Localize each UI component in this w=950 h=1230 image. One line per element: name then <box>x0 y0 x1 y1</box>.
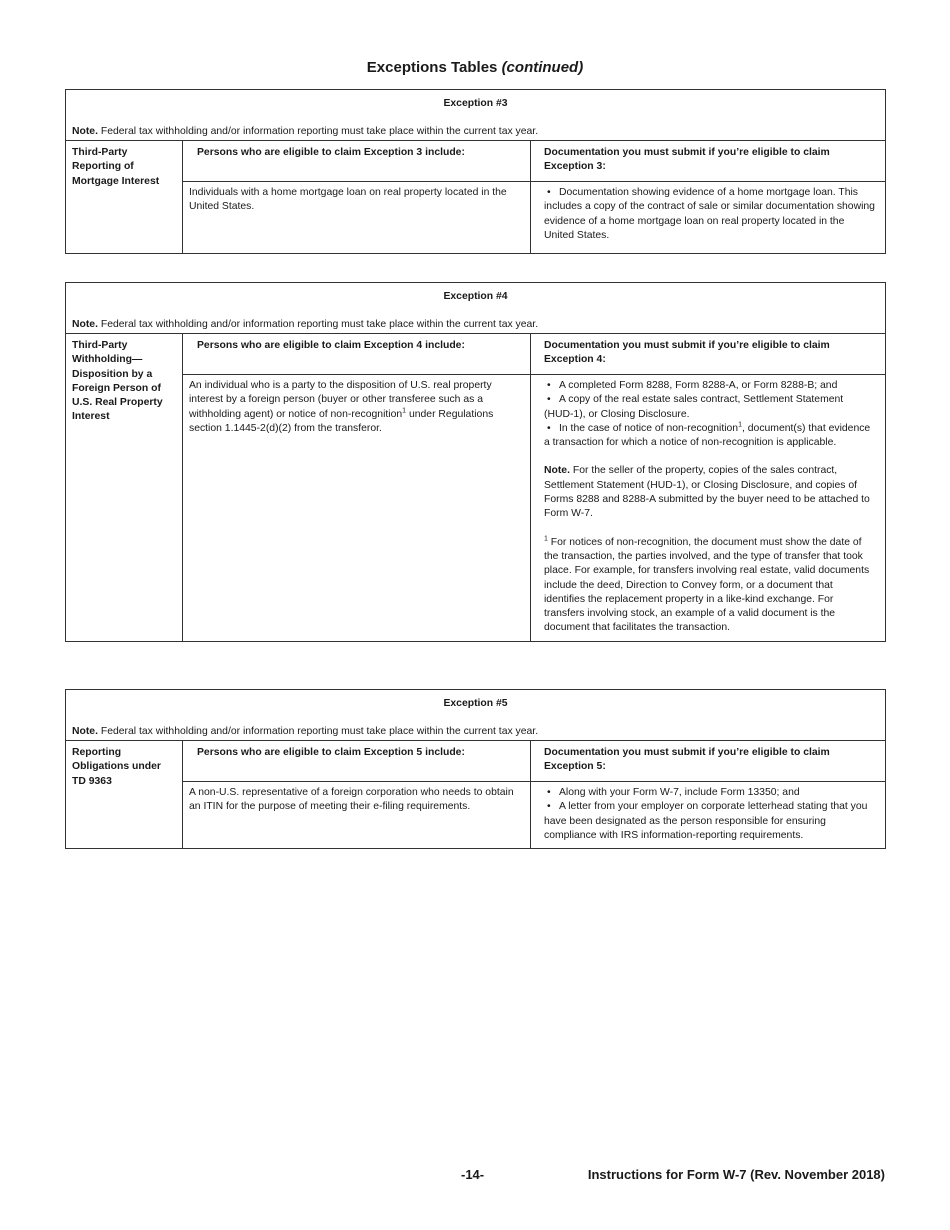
exception-4-note <box>72 318 538 332</box>
list-item: • Documentation showing evidence of a home mortgage loan. This includes a copy of the contract of sale or similar documentation showing evidence of a home mortgage loan on real property located in the United States. <box>544 187 875 241</box>
exception-3-note <box>72 125 538 139</box>
footnote-mark: 1 <box>544 535 548 543</box>
exception-3-category: Third-Party Reporting of Mortgage Interest <box>66 141 183 254</box>
footnote-mark: 1 <box>402 407 407 415</box>
page-title-suffix: (continued) <box>501 59 584 76</box>
exception-5-header <box>66 690 886 741</box>
list-item: • A copy of the real estate sales contract, Settlement Statement (HUD-1), or Closing Disclosure. <box>544 394 844 420</box>
bullet-icon: • <box>547 187 551 198</box>
exception-3-header <box>66 90 886 141</box>
exception-3-persons-heading: Persons who are eligible to claim Exception 3 include: <box>183 141 531 182</box>
exception-3-docs-heading: Documentation you must submit if you’re eligible to claim Exception 3: <box>531 141 886 182</box>
exception-4-title: Exception #4 <box>443 291 508 302</box>
bullet-icon: • <box>547 380 551 391</box>
note-text: Federal tax withholding and/or information reporting must take place within the current tax year. <box>97 126 539 137</box>
exception-4-docs-list <box>531 375 886 642</box>
note-label: Note. <box>544 465 570 477</box>
exception-4-persons-heading: Persons who are eligible to claim Exception 4 include: <box>183 334 531 375</box>
exception-5-docs-heading: Documentation you must submit if you’re eligible to claim Exception 5: <box>531 741 886 782</box>
page-title <box>0 59 950 76</box>
exception-4-table <box>65 282 886 642</box>
note-label: Note. <box>72 726 98 737</box>
bullet-icon: • <box>547 801 551 813</box>
exception-5-persons-text: A non-U.S. representative of a foreign corporation who needs to obtain an ITIN for the purpose of meeting their e-filing requirements. <box>183 782 531 849</box>
exception-4-category: Third-Party Withholding— Disposition by a Foreign Person of U.S. Real Property Interest <box>66 334 183 642</box>
exception-5-title: Exception #5 <box>443 698 508 709</box>
exception-5-table <box>65 689 886 849</box>
page-number: -14- <box>461 1167 485 1182</box>
exception-3-persons-text: Individuals with a home mortgage loan on real property located in the United States. <box>183 182 531 254</box>
list-item: • Along with your Form W-7, include Form 13350; and <box>544 786 875 800</box>
bullet-icon: • <box>547 394 551 406</box>
note-label: Note. <box>72 126 98 137</box>
list-item: • In the case of notice of non-recognition$^1$, document(s) that evidence a transaction for which a notice of non-recognition is applicable. <box>544 421 871 449</box>
exception-4-persons-text: An individual who is a party to the disposition of U.S. real property interest by a foreign person (buyer or other transferee such as a withholding agent) or notice of non-recognition$^1$ under Regulations section 1.1445-2(d)(2) from the transferor. <box>183 375 531 642</box>
note-label: Note. <box>72 319 98 330</box>
exception-4-docs-heading: Documentation you must submit if you’re eligible to claim Exception 4: <box>531 334 886 375</box>
bullet-icon: • <box>547 787 551 798</box>
note-text: Federal tax withholding and/or information reporting must take place within the current tax year. <box>97 726 539 737</box>
footer-doc-title: Instructions for Form W-7 (Rev. November 2018) <box>587 1167 885 1182</box>
exception-4-header <box>66 283 886 334</box>
page-title-main: Exceptions Tables <box>366 59 498 76</box>
exception-5-note <box>72 725 538 739</box>
list-item: • A completed Form 8288, Form 8288-A, or Form 8288-B; and <box>544 379 875 393</box>
exception-4-footnote: $^1$ For notices of non-recognition, the document must show the date of the transaction, the parties involved, and the type of transfer that took place. For example, for transfers involving real estate, valid documents include the deed, Direction to Convey form, or a document that identifies the replacement property in a like-kind exchange. For transfers involving stock, an example of a valid document is the document that facilitates the transaction. <box>544 535 870 634</box>
exception-5-category: Reporting Obligations under TD 9363 <box>66 741 183 849</box>
exception-4-docs-note: Note. For the seller of the property, copies of the sales contract, Settlement Statement (HUD-1), or Closing Disclosure, and copies of Forms 8288 and 8288-A submitted by the buyer need to be attached to Form W-7. <box>544 465 870 520</box>
bullet-icon: • <box>547 422 551 434</box>
exception-3-title: Exception #3 <box>443 98 508 109</box>
exception-3-docs-list <box>531 182 886 254</box>
note-text: Federal tax withholding and/or information reporting must take place within the current tax year. <box>97 319 539 330</box>
footnote-mark: 1 <box>738 421 742 429</box>
exception-5-persons-heading: Persons who are eligible to claim Exception 5 include: <box>183 741 531 782</box>
exception-5-docs-list <box>531 782 886 849</box>
list-item: • A letter from your employer on corporate letterhead stating that you have been designated as the person responsible for ensuring compliance with IRS information-reporting requirements. <box>544 801 868 841</box>
exception-3-table <box>65 89 886 254</box>
